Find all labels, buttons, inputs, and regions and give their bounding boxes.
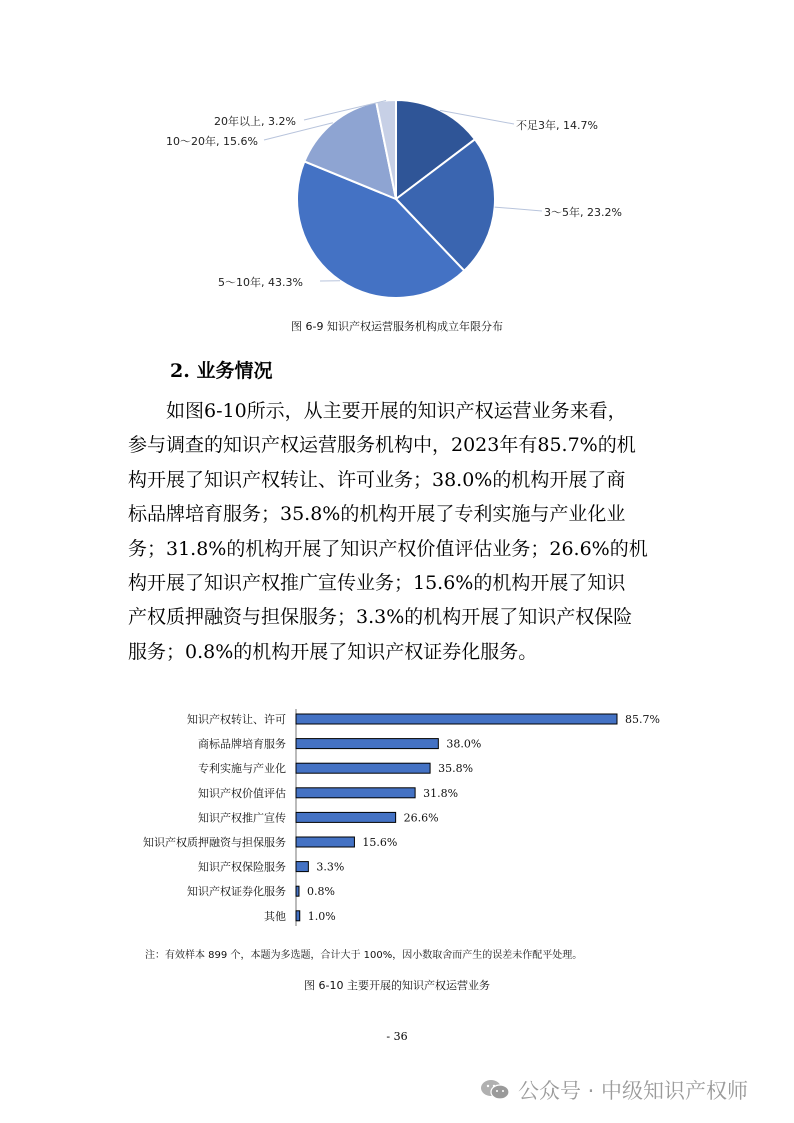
paragraph-line: 务；31.8%的机构开展了知识产权价值评估业务；26.6%的机 [128,537,648,560]
page-number: - 36 [386,1030,408,1043]
pie-slice-label: 10～20年, 15.6% [166,135,258,148]
bar [296,763,430,773]
paragraph-line: 服务；0.8%的机构开展了知识产权证券化服务。 [128,640,538,663]
data-label: 26.6% [403,811,439,825]
data-label: 31.8% [423,786,459,800]
bar [296,788,415,798]
data-label: 38.0% [446,737,482,751]
category-label: 知识产权推广宣传 [198,811,286,825]
pie-caption: 图 6-9 知识产权运营服务机构成立年限分布 [291,320,503,333]
pie-slice-label: 20年以上, 3.2% [214,115,296,128]
data-label: 85.7% [625,713,660,726]
pie-slice-label: 3～5年, 23.2% [544,206,622,219]
paragraph-line: 产权质押融资与担保服务；3.3%的机构开展了知识产权保险 [128,606,633,629]
bar [296,714,617,724]
category-label: 知识产权保险服务 [198,860,286,874]
category-label: 知识产权证券化服务 [187,885,286,899]
category-label: 知识产权质押融资与担保服务 [143,836,286,849]
pie-slice-label: 5～10年, 43.3% [218,276,303,289]
pie-slice-label: 不足3年, 14.7% [516,119,598,132]
body-paragraph [128,394,668,669]
wechat-icon [480,1078,510,1102]
bar [296,812,396,822]
category-label: 专利实施与产业化 [198,762,286,776]
data-label: 1.0% [307,909,336,923]
data-label: 0.8% [306,885,335,899]
bar [296,886,299,896]
data-label: 3.3% [316,860,345,874]
category-label: 其他 [264,909,286,923]
bar [296,862,308,872]
paragraph-line: 构开展了知识产权推广宣传业务；15.6%的机构开展了知识 [128,572,626,595]
category-label: 知识产权转让、许可 [187,713,286,726]
data-label: 15.6% [362,836,398,849]
pie-leader-line [495,207,542,211]
category-label: 知识产权价值评估 [198,786,286,800]
bar-caption: 图 6-10 主要开展的知识产权运营业务 [304,979,490,992]
paragraph-line: 如图6-10所示，从主要开展的知识产权运营业务来看， [166,400,627,422]
bar [296,911,300,921]
watermark [480,1075,748,1105]
paragraph-line: 参与调查的知识产权运营服务机构中，2023年有85.7%的机 [128,434,636,457]
paragraph-line: 标品牌培育服务；35.8%的机构开展了专利实施与产业化业 [128,503,626,526]
category-label: 商标品牌培育服务 [198,737,286,751]
watermark-text: 公众号 · 中级知识产权师 [518,1079,749,1103]
bar [296,837,354,847]
paragraph-line: 构开展了知识产权转让、许可业务；38.0%的机构开展了商 [128,468,626,491]
bar-chart [0,704,794,934]
chart-note: 注：有效样本 899 个，本题为多选题，合计大于 100%，因小数取舍而产生的误差未作配平处理。 [145,950,583,961]
data-label: 35.8% [438,762,474,776]
bar [296,739,438,749]
section-title: 2. 业务情况 [170,360,273,382]
